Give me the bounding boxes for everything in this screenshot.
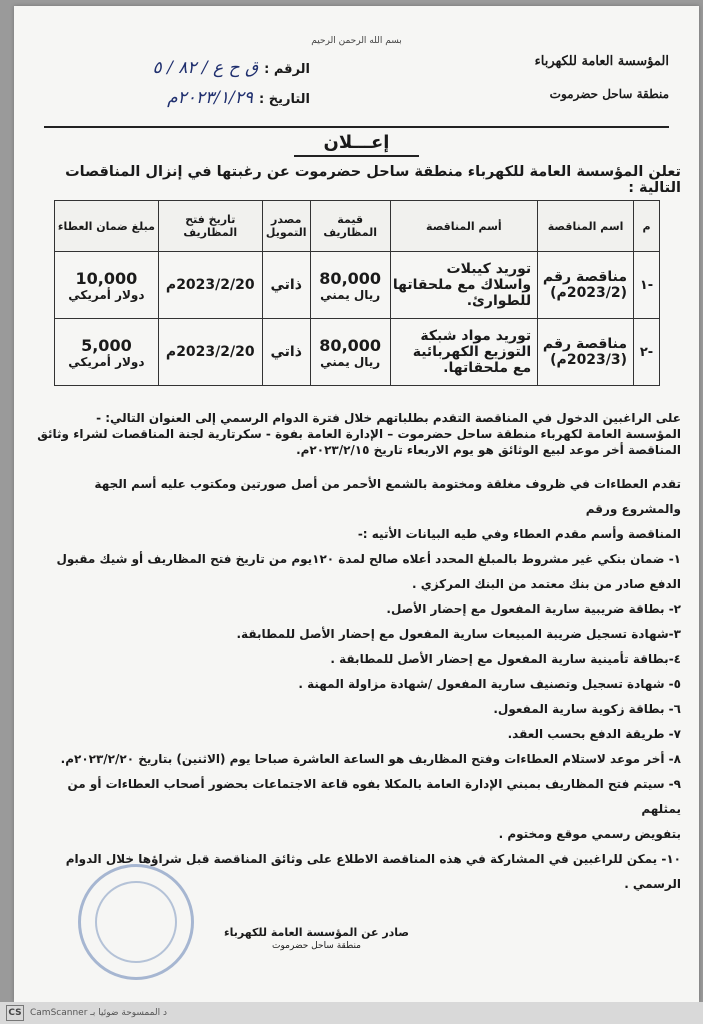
paragraph-line: على الراغبين الدخول في المناقصة التقدم بطلباتهم خلال فترة الدوام الرسمي إلى العنوان التالي: - (96, 411, 681, 425)
tender-number-cell (538, 319, 634, 386)
tender-name: توريد كيبلات واسلاك مع ملحقاتها للطوارئ. (390, 252, 538, 319)
open-date: 2023/2/20م (158, 319, 262, 386)
table-header-row (55, 201, 660, 252)
scanner-footer (0, 1002, 703, 1024)
col-header-guarantee: مبلغ ضمان العطاء (55, 201, 159, 252)
table-row (55, 319, 660, 386)
tenders-table (54, 200, 660, 386)
header-divider (44, 126, 669, 128)
paragraph-line: المناقصة وأسم مقدم العطاء وفي طيه البيانات الأتيه :- (357, 527, 681, 541)
paragraph-line: المناقصة أخر موعد لبيع الوثائق هو يوم الاربعاء تاريخ ٢٠٢٣/٢/١٥م. (296, 443, 681, 457)
reference-block (60, 58, 310, 118)
list-item: ٣-شهادة تسجيل ضريبة المبيعات سارية المفعول مع إحضار الأصل للمطابقة. (236, 627, 681, 641)
row-no: -١ (634, 252, 660, 319)
camscanner-logo-icon: CS (6, 1005, 24, 1021)
price-currency: ريال يمني (320, 354, 381, 369)
funding: ذاتي (262, 252, 310, 319)
guarantee-currency: دولار أمريكي (68, 354, 145, 369)
ref-label: الرقم : (264, 62, 310, 77)
tender-code: (2023/2م) (550, 285, 628, 301)
notice-title-text: إعـــلان (294, 132, 420, 157)
price-value: 80,000 (319, 335, 382, 355)
list-item: ٤-بطاقة تأمينية سارية المفعول مع إحضار الأصل للمطابقة . (330, 652, 681, 666)
tender-number-cell (538, 252, 634, 319)
signature-region: منطقة ساحل حضرموت (272, 941, 362, 951)
col-header-no: م (634, 201, 660, 252)
tender-name: توريد مواد شبكة التوزيع الكهربائية مع ملحقاتها. (390, 319, 538, 386)
ref-value: ق ح ع / ٨٢ / ٥ (152, 58, 259, 78)
table-row (55, 252, 660, 319)
bismillah: بسم الله الرحمن الرحيم (311, 36, 402, 46)
guarantee-value: 10,000 (75, 268, 138, 288)
list-item: الدفع صادر من بنك معتمد من البنك المركزي . (411, 577, 681, 591)
list-item: ٨- أخر موعد لاستلام العطاءات وفتح المظاريف هو الساعة العاشرة صباحا يوم (الاثنين) بتاريخ ٢٠٢٣/٢/٢٠م. (60, 752, 681, 766)
col-header-price: قيمة المظاريف (310, 201, 390, 252)
price-cell (310, 319, 390, 386)
tender-code: (2023/3م) (550, 352, 628, 368)
official-stamp (78, 864, 194, 980)
paragraph-line: تقدم العطاءات في ظروف مغلقة ومختومة بالشمع الأحمر من أصل صورتين ومكتوب عليه أسم الجهة والمشروع ورقم (94, 477, 681, 516)
date-label: التاريخ : (259, 92, 310, 107)
notice-intro: تعلن المؤسسة العامة للكهرباء منطقة ساحل حضرموت عن رغبتها في إنزال المناقصات التالية : (65, 164, 681, 196)
list-item: ٩- سيتم فتح المظاريف بمبني الإدارة العامة بالمكلا بفوه قاعة الاجتماعات بحضور أصحاب العطاءات أو من يمثلهم (67, 777, 681, 816)
requirements-section (32, 472, 681, 897)
guarantee-currency: دولار أمريكي (68, 287, 145, 302)
notice-title (14, 132, 699, 157)
tender-number: مناقصة رقم (542, 336, 628, 352)
list-item: ١٠- يمكن للراغبين في المشاركة في هذه المناقصة الاطلاع على وثائق المناقصة قبل شراؤها خلال الدوام الرسمي . (65, 852, 681, 891)
scanner-text: CamScanner د ‫الممسوحة ضوئيا بـ‬ (30, 1008, 167, 1018)
ref-row (60, 58, 310, 78)
list-item: ٧- طريقة الدفع بحسب العقد. (507, 727, 681, 741)
list-item: ٢- بطاقة ضريبية سارية المفعول مع إحضار الأصل. (386, 602, 681, 616)
guarantee-cell (55, 252, 159, 319)
list-item: ٦- بطاقة زكوية سارية المفعول. (493, 702, 681, 716)
open-date: 2023/2/20م (158, 252, 262, 319)
list-item: ٥- شهادة تسجيل وتصنيف سارية المفعول /شهادة مزاولة المهنة . (298, 677, 681, 691)
funding: ذاتي (262, 319, 310, 386)
price-value: 80,000 (319, 268, 382, 288)
org-region: منطقة ساحل حضرموت (549, 87, 669, 101)
list-item: بتفويض رسمي موقع ومختوم . (498, 827, 681, 841)
signature-issuer: صادر عن المؤسسة العامة للكهرباء (224, 926, 410, 939)
col-header-open-date: تاريخ فتح المظاريف (158, 201, 262, 252)
list-item: ١- ضمان بنكي غير مشروط بالمبلغ المحدد أعلاه صالح لمدة ١٢٠يوم من تاريخ فتح المظاريف أو شيك مقبول (56, 552, 681, 566)
guarantee-cell (55, 319, 159, 386)
col-header-tender-name: أسم المناقصة (390, 201, 538, 252)
tender-number: مناقصة رقم (542, 269, 628, 285)
submission-address-paragraph (32, 410, 681, 458)
guarantee-value: 5,000 (81, 335, 132, 355)
price-cell (310, 252, 390, 319)
date-value: ٢٠٢٣/١/٢٩م (167, 88, 254, 108)
price-currency: ريال يمني (320, 287, 381, 302)
document-page (14, 6, 699, 1002)
col-header-tender-no: اسم المناقصة (538, 201, 634, 252)
org-name: المؤسسة العامة للكهرباء (534, 54, 669, 69)
signature-block (224, 926, 409, 951)
date-row (60, 88, 310, 108)
org-header (535, 54, 669, 101)
row-no: -٢ (634, 319, 660, 386)
paragraph-line: المؤسسة العامة لكهرباء منطقة ساحل حضرموت – الإدارة العامة بفوة - سكرتارية لجنة المناقصات لشراء وثائق (37, 427, 681, 441)
col-header-funding: مصدر التمويل (262, 201, 310, 252)
